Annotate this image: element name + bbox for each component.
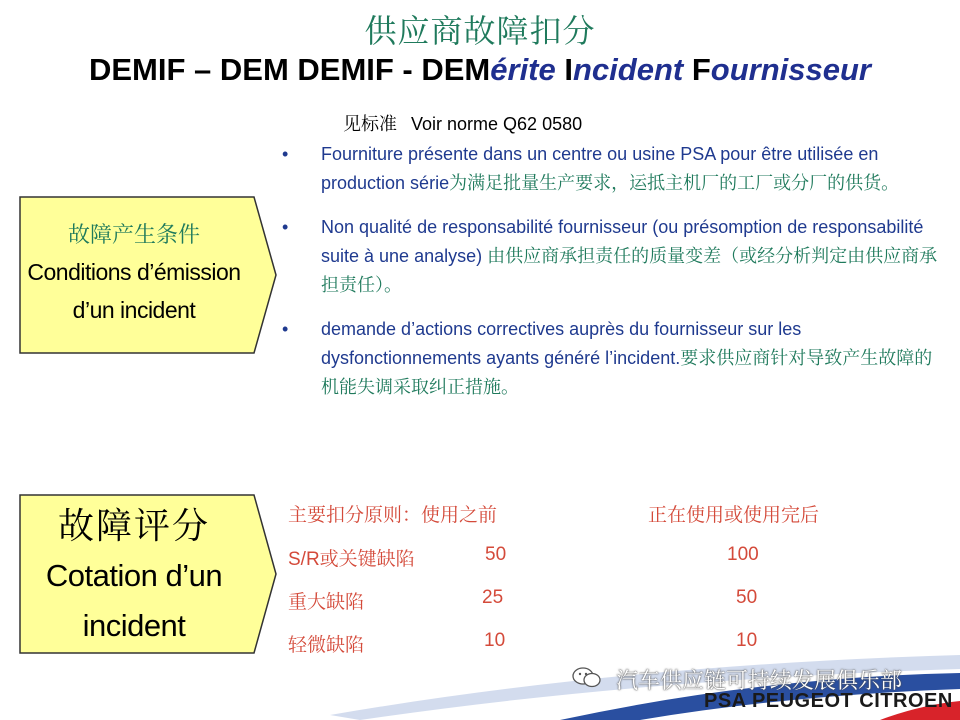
scoring-header-after: 正在使用或使用完后: [648, 505, 820, 526]
list-item: [282, 140, 947, 198]
scoring-row-before: 10: [484, 630, 506, 651]
callout-title-fr: d’un incident: [72, 297, 196, 323]
brand-logo-text: PSA PEUGEOT CITROEN: [704, 690, 953, 712]
scoring-row-label: 轻微缺陷: [288, 635, 365, 656]
list-item: [282, 213, 947, 300]
scoring-row-after: 100: [727, 544, 759, 565]
bullet-text-cn: 要求供应商针对导致产生故障的机能失调采取纠正措施。: [321, 348, 933, 397]
cotation-callout: [18, 493, 278, 655]
bullet-text-fr: Non qualité de responsabilité fournisseur (ou présomption de responsabilité suite à une analyse): [321, 217, 924, 266]
bullet-icon: •: [282, 144, 289, 164]
bullet-text-fr: Fourniture présente dans un centre ou usine PSA pour être utilisée en production série: [321, 144, 879, 193]
callout-text: [18, 217, 250, 329]
watermark-text: 汽车供应链可持续发展俱乐部: [616, 669, 903, 694]
list-item: [282, 315, 947, 402]
norm-label-fr: Voir norme Q62 0580: [411, 114, 583, 134]
page-title-cn: 供应商故障扣分: [364, 12, 596, 50]
callout-title-cn: 故障产生条件: [67, 222, 200, 247]
scoring-row-label: 重大缺陷: [288, 592, 365, 613]
callout-title-fr: Conditions d’émission: [27, 259, 241, 285]
title-en-part: F: [691, 52, 711, 87]
page-title-en: [0, 52, 960, 88]
bullet-icon: •: [282, 319, 289, 339]
scoring-row-label: S/R或关键缺陷: [288, 549, 415, 570]
title-en-part: I: [564, 52, 573, 87]
norm-label-cn: 见标准: [343, 114, 397, 134]
bullet-icon: •: [282, 217, 289, 237]
scoring-row-after: 50: [736, 587, 758, 608]
bullet-text-cn: 为满足批量生产要求，运抵主机厂的工厂或分厂的供货。: [449, 173, 900, 193]
title-en-part: ournisseur: [710, 52, 871, 87]
conditions-callout: [18, 195, 278, 355]
bullet-text-fr: demande d’actions correctives auprès du fournisseur sur les dysfonctionnements ayants généré l’incident.: [321, 319, 802, 368]
scoring-row-before: 50: [485, 544, 507, 565]
title-en-part: ncident: [573, 52, 692, 87]
conditions-list: [282, 140, 947, 417]
bullet-text-cn: 由供应商承担责任的质量变差（或经分析判定由供应商承担责任）。: [321, 246, 938, 295]
callout-text: [18, 501, 250, 651]
callout-title-fr: Cotation d’un: [45, 558, 223, 593]
scoring-row-after: 10: [736, 630, 758, 651]
norm-reference: [343, 110, 582, 136]
scoring-row-before: 25: [482, 587, 504, 608]
scoring-header-label: 主要扣分原则：使用之前: [288, 505, 498, 526]
title-en-part: DEMIF – DEM DEMIF - DEM: [88, 52, 491, 87]
callout-title-fr: incident: [82, 608, 186, 643]
callout-title-cn: 故障评分: [57, 505, 210, 546]
title-en-part: érite: [490, 52, 565, 87]
